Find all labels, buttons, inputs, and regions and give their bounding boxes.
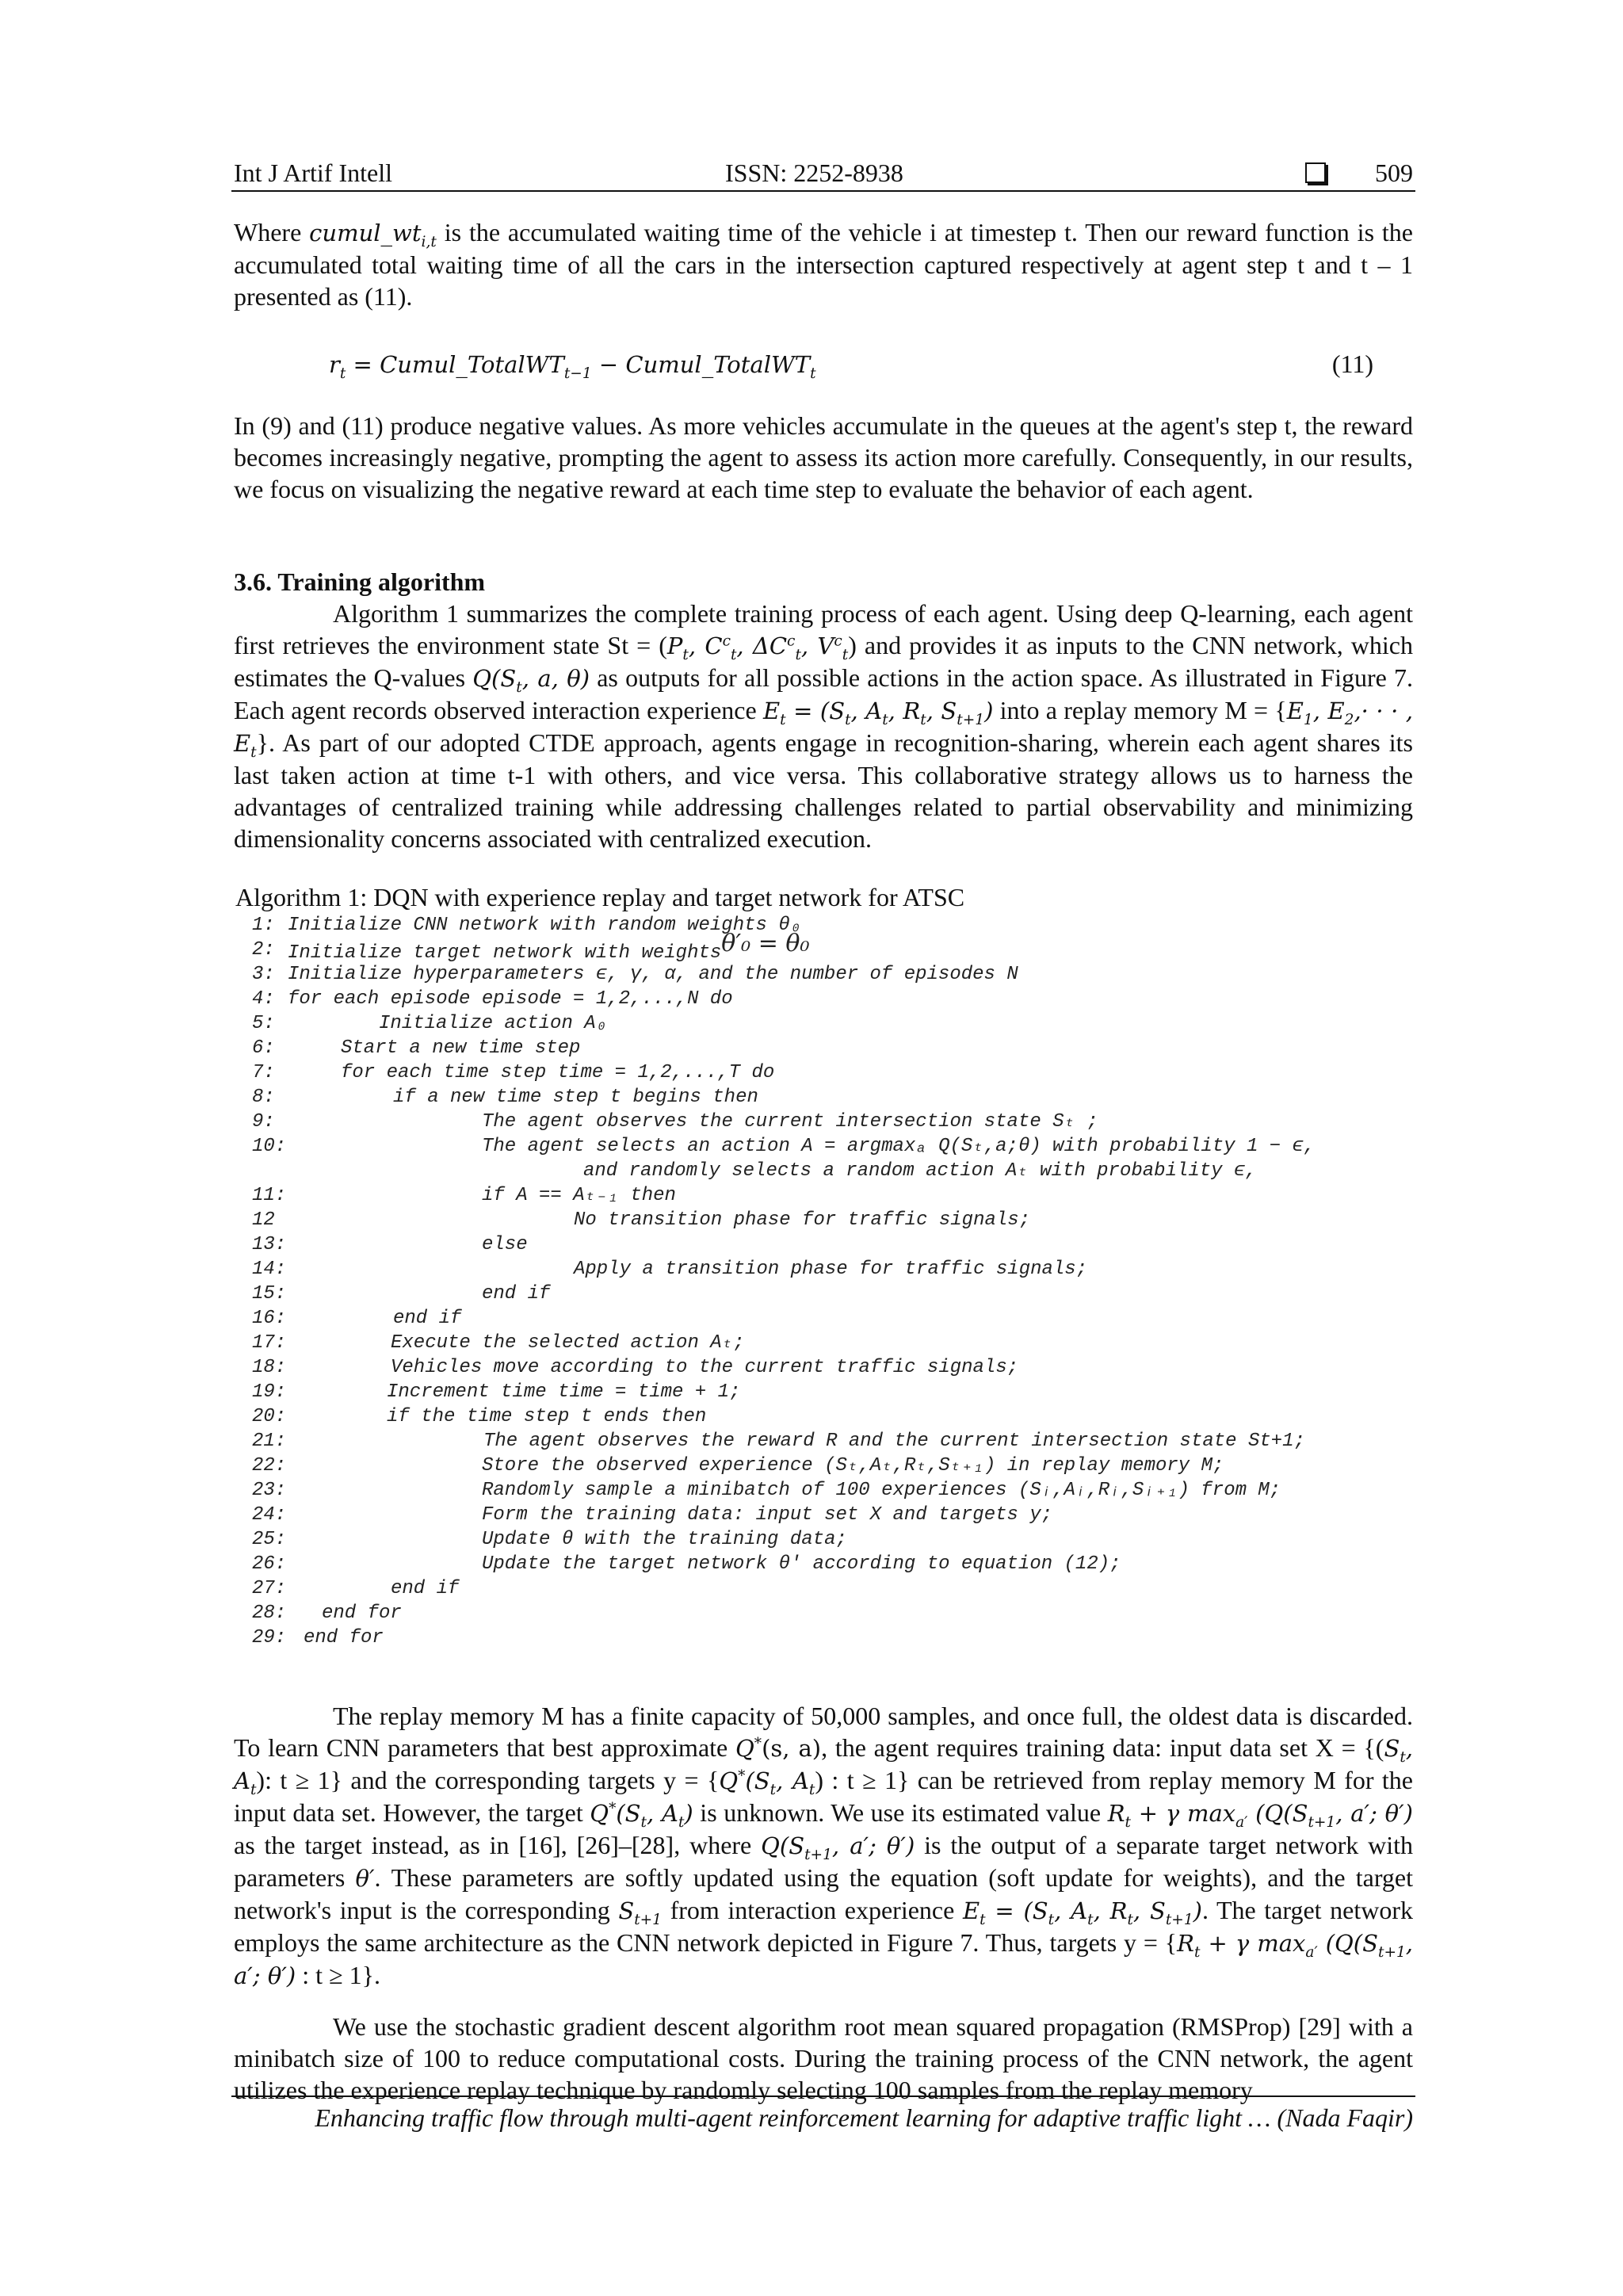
algorithm-line [252, 962, 1457, 987]
algorithm-line [252, 1232, 1457, 1257]
algorithm-line-text: Initialize action A₀ [379, 1013, 608, 1034]
algorithm-line [252, 1503, 1457, 1527]
algorithm-line-text: Update θ with the training data; [482, 1529, 847, 1550]
algorithm-line-text: Initialize CNN network with random weights θ₀ [288, 915, 802, 936]
algorithm-line-number: 27: [252, 1578, 287, 1599]
algorithm-line-text: for each time step time = 1,2,...,T do [341, 1062, 775, 1083]
algorithm-line [252, 1257, 1457, 1282]
algorithm-line-text: else [482, 1234, 528, 1255]
algorithm-line [252, 1380, 1457, 1404]
section-heading: 3.6. Training algorithm [234, 567, 486, 596]
algorithm-line-number: 12 [252, 1209, 275, 1231]
algorithm-line-number: 21: [252, 1431, 287, 1452]
algorithm-line-text: Update the target network θ' according to equation (12); [482, 1553, 1121, 1575]
algorithm-line-number: 8: [252, 1087, 275, 1108]
algorithm-line [252, 1085, 1457, 1110]
algorithm-line [252, 1429, 1457, 1454]
algorithm-line-number: 16: [252, 1308, 287, 1329]
algorithm-line-text: end if [482, 1283, 551, 1305]
algorithm-line-text: for each episode episode = 1,2,...,N do [288, 988, 733, 1010]
algorithm-line-number: 3: [252, 964, 275, 985]
algorithm-line-number: 4: [252, 988, 275, 1010]
running-footer: Enhancing traffic flow through multi-agent reinforcement learning for adaptive traffic light … (Nada Faqir) [315, 2103, 1413, 2132]
algorithm-line [252, 1208, 1457, 1232]
algorithm-line [252, 1355, 1457, 1380]
algorithm-line [252, 1110, 1457, 1134]
running-header [234, 155, 1413, 190]
algorithm-line-number: 5: [252, 1013, 275, 1034]
paragraph-rmsprop: We use the stochastic gradient descent algorithm root mean squared propagation (RMSProp) [29] with a minibatch size of 100 to reduce computational costs. During the training process of the CNN network, the agent utilizes the experience replay technique by randomly selecting 100 samples from the replay memory [234, 2012, 1413, 2104]
algorithm-line-number: 22: [252, 1455, 287, 1477]
algorithm-line-number: 18: [252, 1357, 287, 1378]
algorithm-line-number: 25: [252, 1529, 287, 1550]
algorithm-line-text: end if [391, 1578, 460, 1599]
algorithm-line-text: Start a new time step [341, 1037, 581, 1059]
algorithm-line [252, 1306, 1457, 1331]
algorithm-line [252, 1036, 1457, 1060]
equation-11: $r_t$ = Cumul_TotalWT$_{t-1}$ − Cumul_TotalWT$_t$ (11) [329, 346, 1413, 382]
algorithm-line [252, 1404, 1457, 1429]
algorithm-line-number: 26: [252, 1553, 287, 1575]
paragraph-training-algorithm: Algorithm 1 summarizes the complete training process of each agent. Using deep Q-learning, each agent first retrieves the environment state $St = (P_t$, $C^c_t$, $\Delta C^c_t$, $V^c_t$) and provides it as inputs to the CNN network, which estimates the Q-values $Q(S_t$, a, θ) as outputs for all possible actions in the action space. As illustrated in Figure 7. Each agent records observed interaction experience $E_t = (S_t$, $A_t$, $R_t$, $S_{t+1}$) into a replay memory $M = \{E_1$, $E_2,\cdot$ · · , $E_t$}. As part of our adopted CTDE approach, agents engage in recognition-sharing, wherein each agent shares its last taken action at time t-1 with others, and vice versa. This collaborative strategy allows us to harness the advantages of centralized training while addressing challenges related to partial observability and minimizing dimensionality concerns associated with centralized execution. [234, 599, 1414, 853]
algorithm-line-number: 20: [252, 1406, 287, 1427]
algorithm-line-number: 19: [252, 1381, 287, 1403]
algorithm-line [252, 930, 1457, 964]
algorithm-line-number: 2: [252, 939, 275, 961]
algorithm-line [252, 1011, 1457, 1036]
algorithm-line-text: if the time step t ends then [387, 1406, 707, 1427]
algorithm-line-text: Increment time time = time + 1; [387, 1381, 741, 1403]
algorithm-line-number: 28: [252, 1603, 287, 1624]
algorithm-line [252, 1183, 1457, 1208]
algorithm-line-text: The agent observes the current intersection state Sₜ ; [482, 1111, 1098, 1133]
algorithm-line [252, 1576, 1457, 1601]
algorithm-line-text: Store the observed experience (Sₜ,Aₜ,Rₜ,Sₜ₊₁) in replay memory M; [482, 1455, 1224, 1477]
algorithm-line-text: if A == Aₜ₋₁ then [482, 1185, 676, 1206]
algorithm-line-number: 7: [252, 1062, 275, 1083]
issn: ISSN: 2252-8938 [725, 159, 903, 187]
journal-name: Int J Artif Intell [234, 159, 392, 187]
algorithm-line-number: 6: [252, 1037, 275, 1059]
algorithm-line [252, 1478, 1457, 1503]
algorithm-line [252, 1060, 1457, 1085]
algorithm-line-text: The agent observes the reward R and the current intersection state St+1; [483, 1431, 1305, 1452]
algorithm-line-text: Form the training data: input set X and targets y; [482, 1504, 1053, 1526]
algorithm-line [252, 913, 1457, 938]
algorithm-line-number: 24: [252, 1504, 287, 1526]
algorithm-line [252, 1159, 1457, 1183]
page-number: 509 [1375, 159, 1413, 187]
algorithm-line-number: 13: [252, 1234, 287, 1255]
algorithm-line [252, 1626, 1457, 1650]
algorithm-title: Algorithm 1: DQN with experience replay and target network for ATSC [235, 883, 965, 911]
algorithm-line-text: if a new time step t begins then [393, 1087, 758, 1108]
algorithm-line-text: Execute the selected action Aₜ; [391, 1332, 745, 1354]
algorithm-inline-math: θ′₀ = θ₀ [721, 930, 810, 957]
algorithm-line-text: and randomly selects a random action Aₜ with probability ϵ, [583, 1160, 1257, 1182]
footer-rule [231, 2095, 1415, 2097]
algorithm-line-number: 15: [252, 1283, 287, 1305]
algorithm-line-number: 11: [252, 1185, 287, 1206]
equation-number: (11) [1331, 350, 1373, 378]
algorithm-line [252, 1134, 1457, 1159]
algorithm-line-number: 10: [252, 1136, 287, 1157]
algorithm-line-number: 29: [252, 1627, 287, 1648]
algorithm-line-number: 14: [252, 1259, 287, 1280]
algorithm-line-text: Initialize target network with weightsθ′₀ = θ₀ [288, 930, 810, 964]
algorithm-line-number: 1: [252, 915, 275, 936]
algorithm-line [252, 1331, 1457, 1355]
algorithm-line [252, 1552, 1457, 1576]
algorithm-line-text: No transition phase for traffic signals; [574, 1209, 1031, 1231]
algorithm-line-text: Randomly sample a minibatch of 100 experiences (Sᵢ,Aᵢ,Rᵢ,Sᵢ₊₁) from M; [482, 1480, 1281, 1501]
algorithm-line-number: 9: [252, 1111, 275, 1133]
algorithm-line [252, 1601, 1457, 1626]
algorithm-line [252, 1282, 1457, 1306]
paragraph-negative-values: In (9) and (11) produce negative values. As more vehicles accumulate in the queues at the agent's step t, the reward becomes increasingly negative, prompting the agent to assess its action more carefully. Consequently, in our results, we focus on visualizing the negative reward at each time step to evaluate the behavior of each agent. [234, 411, 1413, 503]
algorithm-line-number: 23: [252, 1480, 287, 1501]
header-rule [231, 190, 1415, 192]
algorithm-line [252, 1527, 1457, 1552]
algorithm-line-text: end for [322, 1603, 402, 1624]
algorithm-line-text: end if [393, 1308, 462, 1329]
algorithm-line [252, 1454, 1457, 1478]
paragraph-replay-memory: The replay memory M has a finite capacity of 50,000 samples, and once full, the oldest data is discarded. To learn CNN parameters that best approximate Q*(s, a), the agent requires training data: input data set $X = \{(S_t$, $A_t$): t ≥ 1} and the corresponding targets $y = \{Q^*(S_t$, $A_t$) : t ≥ 1} can be retrieved from replay memory M for the input data set. However, the target $Q^*(S_t$, $A_t$) is unknown. We use its estimated value $R_t + \gamma$ $\max_{a'} (Q(S_{t+1}$, a′; θ′) as the target instead, as in [16], [26]–[28], where $Q(S_{t+1}$, a′; θ′) is the output of a separate target network with parameters θ′. These parameters are softly updated using the equation (soft update for weights), and the target network's input is the corresponding $S_{t+1}$ from interaction experience $E_t = (S_t$, $A_t$, $R_t$, $S_{t+1}$). The target network employs the same architecture as the CNN network depicted in Figure 7. Thus, targets $y = \{R_t + \gamma$ $\max_{a'} (Q(S_{t+1}$, a′; θ′) : t ≥ 1}. [234, 1702, 1414, 1989]
algorithm-line-text: Apply a transition phase for traffic signals; [574, 1259, 1088, 1280]
paragraph-reward-intro: Where $cumul\_wt_{i,t}$ is the accumulated waiting time of the vehicle i at timestep t. Then our reward function is the accumulated total waiting time of all the cars in the intersection captured respectively at agent step t and t – 1 presented as (11). [234, 218, 1414, 311]
algorithm-line [252, 987, 1457, 1011]
algorithm-line-number: 17: [252, 1332, 287, 1354]
algorithm-line-text: Vehicles move according to the current traffic signals; [391, 1357, 1019, 1378]
square-bullet-icon [1305, 162, 1326, 183]
algorithm-line-text: Initialize hyperparameters ϵ, γ, α, and the number of episodes N [288, 964, 1018, 985]
algorithm-line-text: end for [304, 1627, 384, 1648]
algorithm-line-text: The agent selects an action A = argmaxₐ Q(Sₜ,a;θ) with probability 1 − ϵ, [482, 1136, 1316, 1157]
